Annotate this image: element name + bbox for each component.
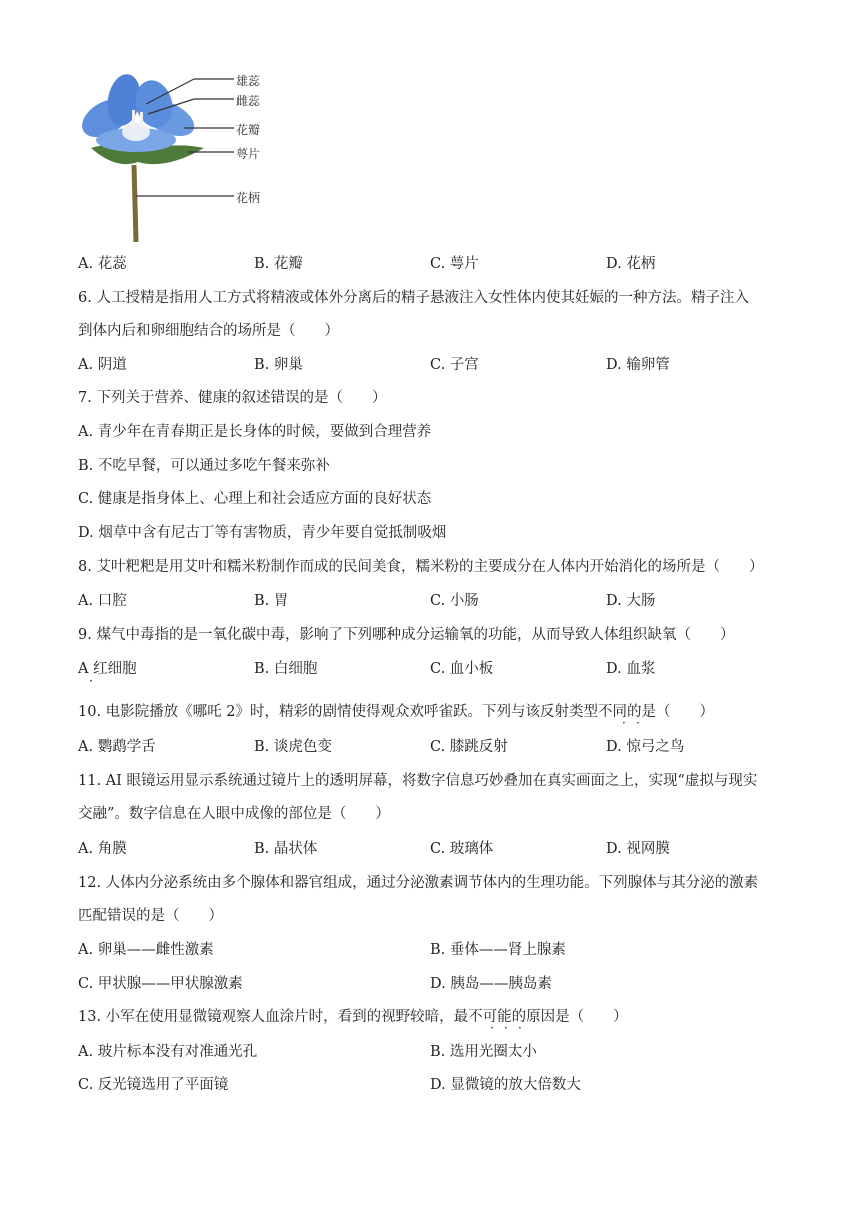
- q8-stem: 8. 艾叶粑粑是用艾叶和糯米粉制作而成的民间美食，糯米粉的主要成分在人体内开始消化的场所是（ ）: [78, 559, 764, 575]
- q5-option-b: B. 花瓣: [254, 256, 303, 272]
- q12-option-c: C. 甲状腺——甲状腺激素: [78, 976, 243, 992]
- q12-stem-line-2: 匹配错误的是（ ）: [78, 908, 223, 924]
- flower-diagram: [76, 70, 276, 242]
- emphasis-dot: ·: [622, 716, 626, 730]
- q11-stem-line-2: 交融”。数字信息在人眼中成像的部位是（ ）: [78, 806, 390, 822]
- q6-option-c: C. 子宫: [430, 357, 479, 373]
- q10-stem: 10. 电影院播放《哪吒 2》时，精彩的剧情使得观众欢呼雀跃。下列与该反射类型不同的是（ ）: [78, 704, 714, 720]
- label-sepal: 萼片: [236, 147, 261, 161]
- q13-option-b: B. 选用光圈太小: [430, 1044, 537, 1060]
- q11-option-b: B. 晶状体: [254, 841, 318, 857]
- q8-option-b: B. 胃: [254, 593, 289, 609]
- q8-option-a: A. 口腔: [78, 593, 127, 609]
- q13-option-a: A. 玻片标本没有对准通光孔: [78, 1044, 258, 1060]
- q9-option-c: C. 血小板: [430, 661, 494, 677]
- q7-option-b: B. 不吃早餐，可以通过多吃午餐来弥补: [78, 458, 330, 474]
- q13-option-d: D. 显微镜的放大倍数大: [430, 1077, 581, 1093]
- q12-option-d: D. 胰岛——胰岛素: [430, 976, 552, 992]
- q5-option-c: C. 萼片: [430, 256, 479, 272]
- q8-option-d: D. 大肠: [606, 593, 656, 609]
- q7-option-d: D. 烟草中含有尼古丁等有害物质，青少年要自觉抵制吸烟: [78, 525, 447, 541]
- q12-option-b: B. 垂体——肾上腺素: [430, 942, 566, 958]
- q5-option-d: D. 花柄: [606, 256, 656, 272]
- q9-option-b: B. 白细胞: [254, 661, 318, 677]
- q6-stem-line-2: 到体内后和卵细胞结合的场所是（ ）: [78, 323, 339, 339]
- q11-option-c: C. 玻璃体: [430, 841, 494, 857]
- q13-option-c: C. 反光镜选用了平面镜: [78, 1077, 229, 1093]
- q6-option-b: B. 卵巢: [254, 357, 303, 373]
- q11-stem-line-1: 11. AI 眼镜运用显示系统通过镜片上的透明屏幕，将数字信息巧妙叠加在真实画面之上，实现“虚拟与现实: [78, 773, 758, 789]
- emphasis-dot: ·: [518, 1021, 522, 1035]
- q12-option-a: A. 卵巢——雌性激素: [78, 942, 214, 958]
- q12-stem-line-1: 12. 人体内分泌系统由多个腺体和器官组成，通过分泌激素调节体内的生理功能。下列腺体与其分泌的激素: [78, 875, 759, 891]
- label-petal: 花瓣: [236, 123, 261, 137]
- label-pedicel: 花柄: [236, 191, 261, 205]
- q7-stem: 7. 下列关于营养、健康的叙述错误的是（ ）: [78, 390, 387, 406]
- label-pistil: 雌蕊: [236, 94, 261, 108]
- q6-option-a: A. 阴道: [78, 357, 127, 373]
- q10-option-a: A. 鹦鹉学舌: [78, 739, 156, 755]
- q13-stem: 13. 小军在使用显微镜观察人血涂片时，看到的视野较暗，最不可能的原因是（ ）: [78, 1009, 628, 1025]
- q9-option-a: A 红细胞: [78, 661, 137, 677]
- q8-option-c: C. 小肠: [430, 593, 479, 609]
- q11-option-a: A. 角膜: [78, 841, 127, 857]
- q7-option-a: A. 青少年在青春期正是长身体的时候，要做到合理营养: [78, 424, 432, 440]
- emphasis-dot: ·: [89, 674, 93, 688]
- emphasis-dot: ·: [490, 1021, 494, 1035]
- q10-option-c: C. 膝跳反射: [430, 739, 508, 755]
- q6-stem-line-1: 6. 人工授精是指用人工方式将精液或体外分离后的精子悬液注入女性体内使其妊娠的一种方法。精子注入: [78, 290, 749, 306]
- q10-option-b: B. 谈虎色变: [254, 739, 332, 755]
- q6-option-d: D. 输卵管: [606, 357, 670, 373]
- q5-option-a: A. 花蕊: [78, 256, 127, 272]
- label-stamen: 雄蕊: [236, 74, 261, 88]
- emphasis-dot: ·: [636, 716, 640, 730]
- q10-option-d: D. 惊弓之鸟: [606, 739, 685, 755]
- q11-option-d: D. 视网膜: [606, 841, 670, 857]
- q7-option-c: C. 健康是指身体上、心理上和社会适应方面的良好状态: [78, 491, 432, 507]
- q9-stem: 9. 煤气中毒指的是一氧化碳中毒，影响了下列哪种成分运输氧的功能，从而导致人体组织缺氧（ ）: [78, 627, 735, 643]
- q9-option-d: D. 血浆: [606, 661, 656, 677]
- emphasis-dot: ·: [504, 1021, 508, 1035]
